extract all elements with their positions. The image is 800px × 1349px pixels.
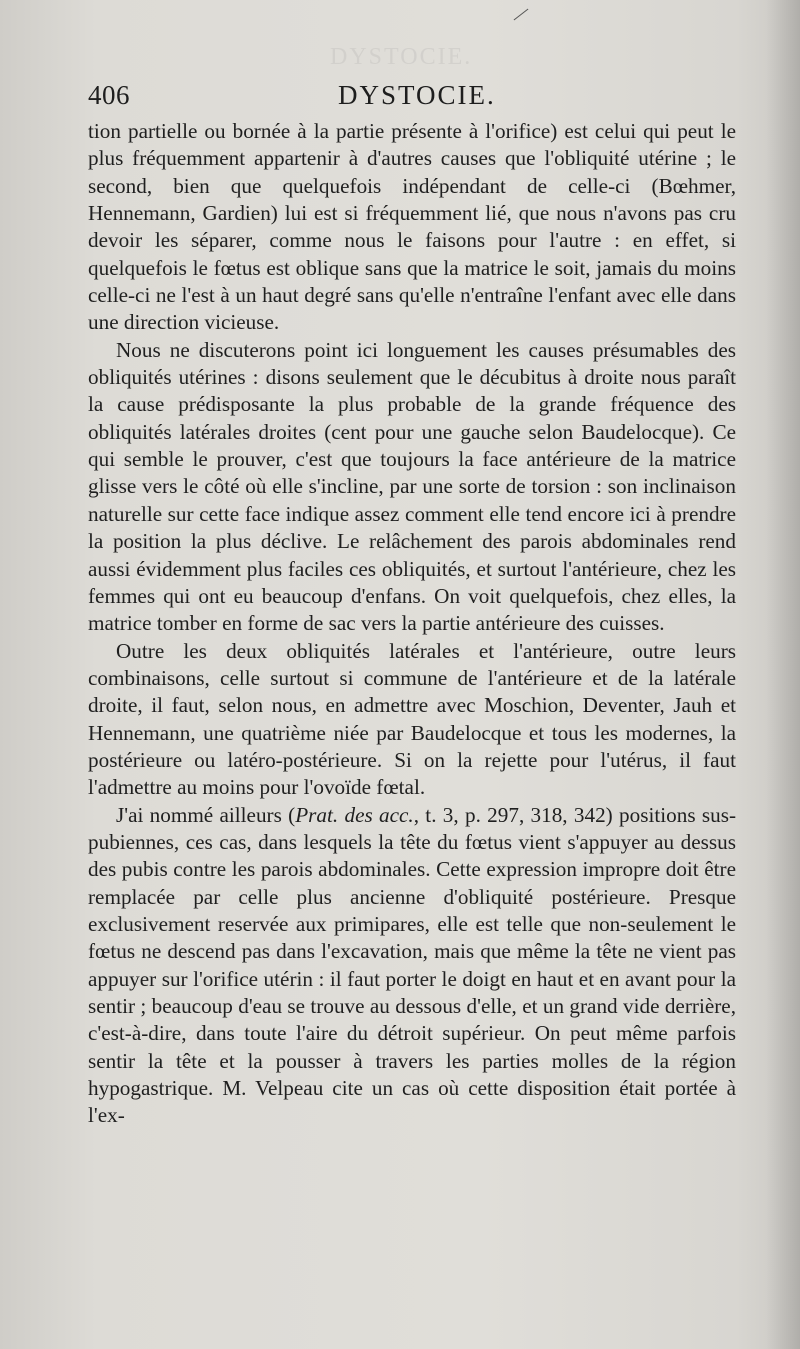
page-number: 406 xyxy=(88,80,130,110)
bleed-through-text: DYSTOCIE. xyxy=(330,44,473,70)
body-text xyxy=(88,118,736,1130)
page-edge-shadow xyxy=(766,0,800,1349)
page-header xyxy=(88,80,738,118)
paragraph-4 xyxy=(88,802,736,1130)
paragraph-1: tion partielle ou bornée à la partie présente à l'orifice) est celui qui peut le plus fréquemment appartenir à d'autres causes que l'obliquité utérine ; le second, bien que quelquefois indépendant de celle-ci (Bœhmer, Hennemann, Gardien) lui est si fréquemment lié, que nous n'avons pas cru devoir les séparer, comme nous le faisons pour l'autre : en effet, si quelquefois le fœtus est oblique sans que la matrice le soit, jamais du moins celle-ci ne l'est à un haut degré sans qu'elle n'entraîne l'enfant avec elle dans une direction vicieuse. xyxy=(88,119,736,335)
paragraph-4-rest: , t. 3, p. 297, 318, 342) positions sus-pubiennes, ces cas, dans lesquels la tête du fœtus vient s'appuyer au dessus des pubis contre les parois abdominales. Cette expression impropre doit être remplacée par celle plus ancienne d'obliquité postérieure. Presque exclusivement reservée aux primipares, elle est telle que non-seulement le fœtus ne descend pas dans l'excavation, mais que même la tête ne vient pas appuyer sur l'orifice utérin : il faut porter le doigt en haut et en avant pour la sentir ; beaucoup d'eau se trouve au dessous d'elle, et un grand vide derrière, c'est-à-dire, dans toute l'aire du détroit supérieur. On peut même parfois sentir la tête et la pousser à travers les parties molles de la région hypogastrique. M. Velpeau cite un cas où cette disposition était portée à l'ex- xyxy=(88,802,736,1128)
citation-title: Prat. des acc. xyxy=(295,802,414,827)
running-head: DYSTOCIE. xyxy=(338,80,496,110)
paragraph-2: Nous ne discuterons point ici longuement les causes présumables des obliquités utérines : disons seulement que le décubitus à droite nous paraît la cause prédisposante la plus probable de la grande fréquence des obliquités latérales droites (cent pour une gauche selon Baudelocque). Ce qui semble le prouver, c'est que toujours la face antérieure de la matrice glisse vers le côté où elle s'incline, par une sorte de torsion : son inclinaison naturelle sur cette face indique assez comment elle tend encore ici à prendre la position la plus déclive. Le relâchement des parois abdominales rend aussi évidemment plus faciles ces obliquités, et surtout l'antérieure, chez les femmes qui ont eu beaucoup d'enfans. On voit quelquefois, chez elles, la matrice tomber en forme de sac vers la partie antérieure des cuisses. xyxy=(88,337,736,636)
pencil-mark xyxy=(514,9,529,21)
paragraph-4-lead: J'ai nommé ailleurs ( xyxy=(116,802,296,827)
paragraph-3: Outre les deux obliquités latérales et l'antérieure, outre leurs combinaisons, celle surtout si commune de l'antérieure et de la latérale droite, il faut, selon nous, en admettre avec Moschion, Deventer, Jauh et Hennemann, une quatrième niée par Baudelocque et tous les modernes, la postérieure ou latéro-postérieure. Si on la rejette pour l'utérus, il faut l'admettre au moins pour l'ovoïde fœtal. xyxy=(88,638,736,800)
